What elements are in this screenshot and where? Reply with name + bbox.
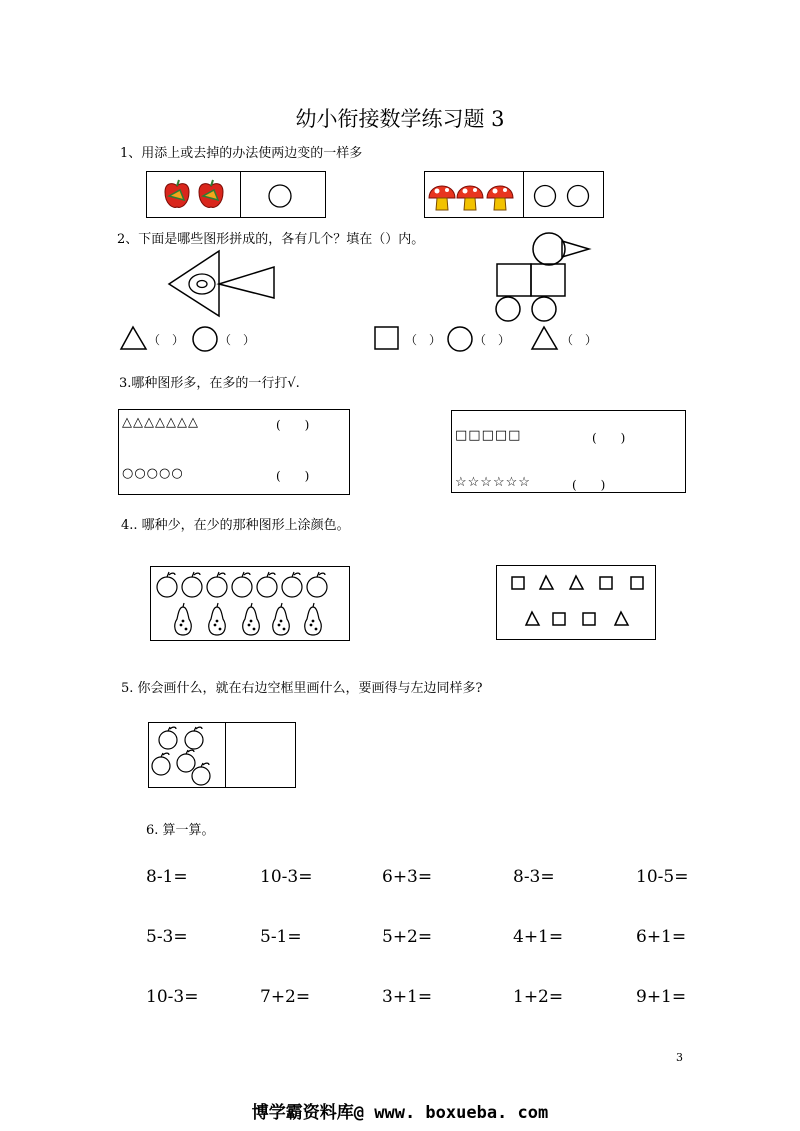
q3-right-paren-1[interactable]: ( ) (592, 431, 626, 445)
question-5-text: 5. 你会画什么，就在右边空框里画什么，要画得与左边同样多? (121, 681, 483, 696)
triangle-row: △△△△△△△ (122, 415, 199, 430)
page-number: 3 (676, 1051, 683, 1064)
equation[interactable]: 6+1= (636, 927, 687, 947)
q2-blank-circle-duck[interactable]: （ ） (474, 333, 511, 347)
q3-left-paren-2[interactable]: ( ) (276, 469, 310, 483)
triangle-icon (121, 327, 146, 349)
equation[interactable]: 1+2= (513, 987, 564, 1007)
equation[interactable]: 8-3= (513, 867, 555, 887)
circle-icon-2 (448, 327, 472, 351)
equation[interactable]: 6+3= (382, 867, 433, 887)
triangle-icon-2 (532, 327, 557, 349)
q3-right-paren-2[interactable]: ( ) (572, 478, 606, 492)
q4-right-box (496, 565, 656, 640)
q3-left-paren-1[interactable]: ( ) (276, 418, 310, 432)
equation[interactable]: 4+1= (513, 927, 564, 947)
q2-blank-triangle-duck[interactable]: （ ） (561, 333, 598, 347)
equation[interactable]: 10-3= (260, 867, 313, 887)
circle-icon (193, 327, 217, 351)
q3-right-box (451, 410, 686, 493)
question-3-text: 3.哪种图形多，在多的一行打√. (119, 376, 300, 391)
q2-blank-square-duck[interactable]: （ ） (405, 333, 442, 347)
question-4-text: 4.. 哪种少，在少的那种图形上涂颜色。 (121, 518, 350, 533)
equation[interactable]: 5-1= (260, 927, 302, 947)
square-row: □□□□□ (455, 428, 522, 443)
equation[interactable]: 10-3= (146, 987, 199, 1007)
equation[interactable]: 5-3= (146, 927, 188, 947)
question-2-text: 2、下面是哪些图形拼成的，各有几个？填在（）内。 (117, 232, 425, 247)
equation[interactable]: 3+1= (382, 987, 433, 1007)
question-6-text: 6. 算一算。 (146, 823, 215, 838)
q2-blank-triangle-fish[interactable]: （ ） (148, 333, 185, 347)
question-1-text: 1、用添上或去掉的办法使两边变的一样多 (120, 146, 363, 161)
equation[interactable]: 8-1= (146, 867, 188, 887)
star-row: ☆☆☆☆☆☆ (455, 475, 531, 490)
apple-pear-figure (151, 567, 351, 642)
q3-left-box (118, 409, 350, 495)
equation[interactable]: 5+2= (382, 927, 433, 947)
equation[interactable]: 9+1= (636, 987, 687, 1007)
q4-left-box (150, 566, 350, 641)
q2-blank-circle-fish[interactable]: （ ） (219, 333, 256, 347)
equation[interactable]: 7+2= (260, 987, 311, 1007)
page-title: 幼小衔接数学练习题 3 (295, 107, 505, 131)
q5-box (148, 722, 296, 788)
square-triangle-figure (497, 566, 657, 641)
square-icon (375, 327, 398, 349)
equation[interactable]: 10-5= (636, 867, 689, 887)
circle-row: ○○○○○ (122, 466, 184, 481)
footer-watermark: 博学霸资料库@ www. boxueba. com (251, 1103, 549, 1123)
apple-outline-figure (149, 723, 297, 789)
q2-shape-icons (0, 0, 800, 400)
